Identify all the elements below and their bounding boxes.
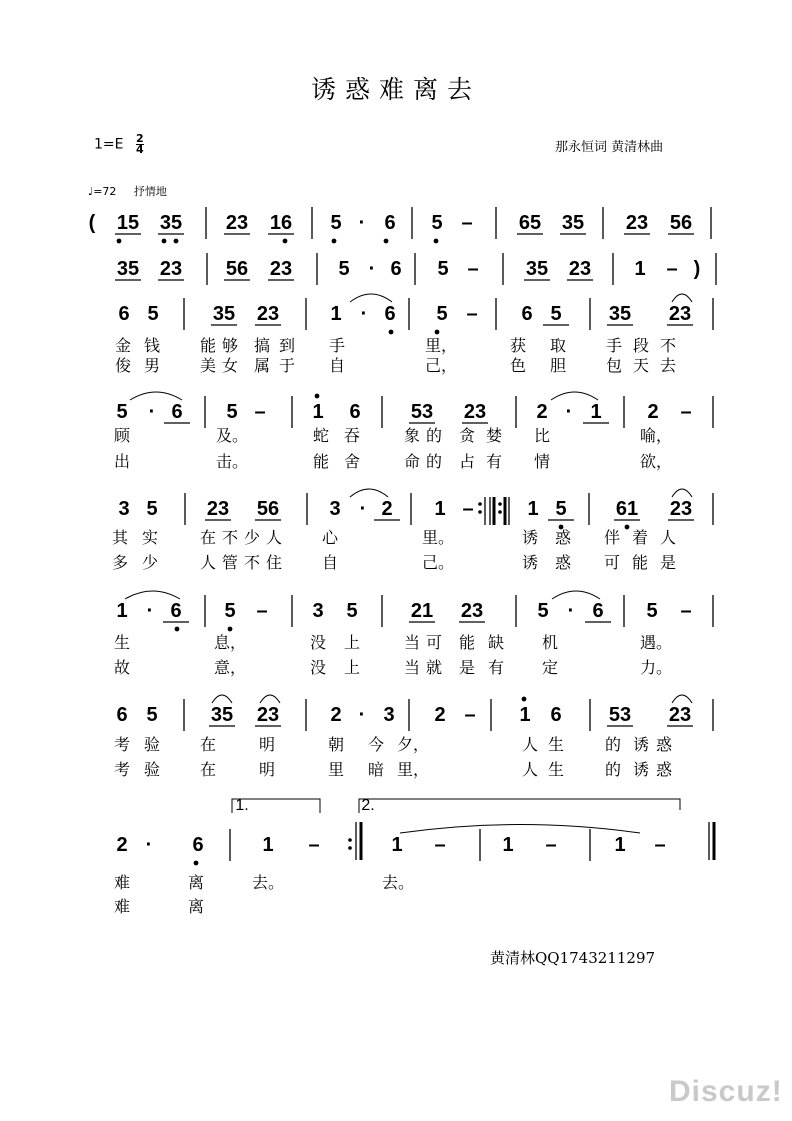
note: 3 bbox=[329, 498, 341, 520]
note: 5 bbox=[537, 600, 549, 622]
lyric-char: 考 bbox=[113, 762, 131, 779]
note: – bbox=[256, 600, 268, 622]
note: 23 bbox=[159, 258, 183, 280]
note: 3 bbox=[118, 498, 130, 520]
slur bbox=[672, 695, 692, 703]
note: 1 bbox=[312, 401, 324, 423]
note: 23 bbox=[625, 212, 649, 234]
lyric-char: 的 bbox=[604, 737, 622, 754]
note: 23 bbox=[225, 212, 249, 234]
note: – bbox=[464, 704, 476, 726]
note: 1 bbox=[590, 401, 602, 423]
song-title: 诱惑难离去 bbox=[310, 75, 481, 104]
octave-dot bbox=[315, 394, 320, 399]
note: 6 bbox=[171, 401, 183, 423]
tempo-expression: 抒情地 bbox=[133, 185, 167, 198]
note: 5 bbox=[431, 212, 443, 234]
repeat-dot bbox=[498, 502, 502, 506]
note: · bbox=[148, 401, 156, 423]
lyric-char: 就 bbox=[425, 660, 443, 677]
note: 6 bbox=[384, 303, 396, 325]
lyric-char: 实 bbox=[141, 530, 159, 547]
lyric-char: 考 bbox=[113, 737, 131, 754]
lyric-char: 惑 bbox=[655, 737, 673, 754]
note: 6 bbox=[192, 834, 204, 856]
lyric-char: 己， bbox=[424, 358, 458, 375]
octave-dot bbox=[175, 627, 180, 632]
note: 23 bbox=[668, 704, 692, 726]
credits: 那永恒词 黄清林曲 bbox=[555, 140, 664, 155]
note: – bbox=[654, 834, 666, 856]
lyric-char: 生 bbox=[547, 737, 565, 754]
note: – bbox=[680, 401, 692, 423]
lyric-char: 取 bbox=[549, 338, 567, 355]
lyric-char: 少 bbox=[243, 530, 261, 547]
lyric-char: 包 bbox=[605, 358, 623, 375]
lyric-char: 不 bbox=[243, 555, 261, 572]
slur bbox=[672, 294, 692, 302]
note: 23 bbox=[668, 303, 692, 325]
lyric-char: 天 bbox=[632, 358, 650, 375]
lyric-char: 多 bbox=[111, 555, 129, 572]
lyric-char: 不 bbox=[659, 338, 677, 355]
note: 6 bbox=[550, 704, 562, 726]
note: 6 bbox=[390, 258, 402, 280]
lyric-char: 诱 bbox=[632, 737, 650, 754]
lyric-char: 朝 bbox=[327, 737, 345, 754]
note: · bbox=[368, 258, 376, 280]
note: · bbox=[358, 704, 366, 726]
note: 23 bbox=[463, 401, 487, 423]
lyric-char: 人 bbox=[659, 530, 677, 547]
lyric-char: 段 bbox=[632, 338, 650, 355]
lyric-char: 少 bbox=[141, 555, 159, 572]
lyric-char: 今 bbox=[367, 737, 385, 754]
note: 35 bbox=[116, 258, 140, 280]
time-numerator: 2 bbox=[135, 132, 144, 145]
lyric-char: 属 bbox=[253, 358, 271, 375]
octave-dot bbox=[117, 239, 122, 244]
octave-dot bbox=[435, 330, 440, 335]
note: 6 bbox=[592, 600, 604, 622]
octave-dot bbox=[174, 239, 179, 244]
note: · bbox=[359, 498, 367, 520]
lyric-char: 的 bbox=[604, 762, 622, 779]
time-denominator: 4 bbox=[135, 143, 144, 156]
note: 35 bbox=[159, 212, 183, 234]
lyric-char: 惑 bbox=[554, 530, 572, 547]
note: · bbox=[358, 212, 366, 234]
note: 1 bbox=[262, 834, 274, 856]
lyric-char: 诱 bbox=[632, 762, 650, 779]
lyric-char: 去 bbox=[659, 358, 677, 375]
note: 15 bbox=[116, 212, 140, 234]
lyric-char: 顾 bbox=[113, 428, 131, 445]
lyric-char: 人 bbox=[521, 737, 539, 754]
lyric-char: 获 bbox=[509, 338, 527, 355]
lyric-char: 验 bbox=[143, 762, 161, 779]
lyric-char: 验 bbox=[143, 737, 161, 754]
lyric-char: 上 bbox=[343, 635, 361, 652]
note: 56 bbox=[256, 498, 280, 520]
lyric-char: 心 bbox=[321, 530, 339, 547]
note: 23 bbox=[460, 600, 484, 622]
repeat-dot bbox=[498, 510, 502, 514]
note: 23 bbox=[669, 498, 693, 520]
lyric-char: 能 bbox=[199, 338, 217, 355]
lyric-char: 故 bbox=[113, 660, 131, 677]
lyric-char: 击。 bbox=[215, 454, 249, 471]
lyric-char: 伴 bbox=[603, 530, 621, 547]
lyric-char: 占 bbox=[458, 454, 476, 471]
lyric-char: 明 bbox=[258, 762, 276, 779]
slur bbox=[350, 489, 388, 497]
repeat-dot bbox=[348, 846, 352, 850]
note: 16 bbox=[269, 212, 293, 234]
note: 2 bbox=[330, 704, 342, 726]
note: 23 bbox=[256, 303, 280, 325]
octave-dot bbox=[194, 861, 199, 866]
slur bbox=[672, 489, 692, 497]
lyric-char: 惑 bbox=[554, 555, 572, 572]
lyric-char: 及。 bbox=[215, 428, 249, 445]
lyric-char: 里， bbox=[396, 762, 430, 779]
note: 35 bbox=[525, 258, 549, 280]
lyric-char: 难 bbox=[113, 875, 131, 892]
octave-dot bbox=[522, 697, 527, 702]
lyric-char: 里 bbox=[327, 762, 345, 779]
note: ) bbox=[693, 258, 701, 280]
note: 6 bbox=[170, 600, 182, 622]
note: – bbox=[434, 834, 446, 856]
note: · bbox=[565, 401, 573, 423]
note: – bbox=[666, 258, 678, 280]
octave-dot bbox=[434, 239, 439, 244]
slur bbox=[552, 591, 600, 599]
note: – bbox=[461, 212, 473, 234]
note: 1 bbox=[116, 600, 128, 622]
lyric-char: 离 bbox=[187, 875, 205, 892]
note: 3 bbox=[383, 704, 395, 726]
lyric-char: 住 bbox=[265, 555, 283, 572]
note: – bbox=[254, 401, 266, 423]
note: 6 bbox=[118, 303, 130, 325]
lyric-char: 着 bbox=[631, 530, 649, 547]
note: 56 bbox=[669, 212, 693, 234]
note: 2 bbox=[381, 498, 393, 520]
lyric-char: 男 bbox=[143, 358, 161, 375]
note: 6 bbox=[349, 401, 361, 423]
octave-dot bbox=[228, 627, 233, 632]
tie bbox=[400, 825, 640, 834]
lyric-char: 欲， bbox=[639, 454, 673, 471]
note: 2 bbox=[116, 834, 128, 856]
lyric-char: 金 bbox=[114, 338, 132, 355]
slur bbox=[350, 294, 392, 302]
lyric-char: 可 bbox=[425, 635, 443, 652]
slur bbox=[260, 695, 280, 703]
lyric-char: 没 bbox=[309, 660, 327, 677]
note: 2 bbox=[434, 704, 446, 726]
repeat-dot bbox=[348, 838, 352, 842]
lyric-char: 的 bbox=[425, 428, 443, 445]
note: 5 bbox=[146, 704, 158, 726]
octave-dot bbox=[389, 330, 394, 335]
note: 65 bbox=[518, 212, 542, 234]
note: 35 bbox=[212, 303, 236, 325]
note: 23 bbox=[256, 704, 280, 726]
lyric-char: 是 bbox=[458, 660, 476, 677]
lyric-char: 到 bbox=[278, 338, 296, 355]
lyric-char: 诱 bbox=[521, 555, 539, 572]
lyric-char: 吞 bbox=[343, 428, 361, 445]
note: – bbox=[308, 834, 320, 856]
lyric-char: 搞 bbox=[253, 338, 271, 355]
lyric-char: 于 bbox=[278, 358, 296, 375]
lyric-char: 是 bbox=[659, 555, 677, 572]
lyric-char: 夕， bbox=[396, 737, 430, 754]
note: 1 bbox=[502, 834, 514, 856]
note: 23 bbox=[206, 498, 230, 520]
note: 56 bbox=[225, 258, 249, 280]
note: 5 bbox=[555, 498, 567, 520]
lyric-char: 诱 bbox=[521, 530, 539, 547]
note: 5 bbox=[147, 303, 159, 325]
octave-dot bbox=[625, 525, 630, 530]
octave-dot bbox=[559, 525, 564, 530]
note: 53 bbox=[410, 401, 434, 423]
lyric-char: 钱 bbox=[143, 338, 161, 355]
note: 1 bbox=[527, 498, 539, 520]
lyric-char: 离 bbox=[187, 899, 205, 916]
note: 5 bbox=[338, 258, 350, 280]
lyric-char: 能 bbox=[631, 555, 649, 572]
note: 1 bbox=[391, 834, 403, 856]
note: – bbox=[462, 498, 474, 520]
lyric-char: 的 bbox=[425, 454, 443, 471]
note: – bbox=[545, 834, 557, 856]
lyric-char: 机 bbox=[541, 635, 559, 652]
watermark: Discuz! bbox=[669, 1075, 783, 1108]
lyric-char: 比 bbox=[533, 428, 551, 445]
note: 5 bbox=[646, 600, 658, 622]
note: 1 bbox=[634, 258, 646, 280]
note: 5 bbox=[330, 212, 342, 234]
lyric-char: 自 bbox=[328, 358, 346, 375]
lyric-char: 去。 bbox=[381, 875, 415, 892]
lyric-char: 蛇 bbox=[312, 428, 330, 445]
lyric-char: 胆 bbox=[549, 358, 567, 375]
lyric-char: 象 bbox=[403, 428, 421, 445]
lyric-char: 舍 bbox=[343, 454, 361, 471]
lyric-char: 没 bbox=[309, 635, 327, 652]
note: 6 bbox=[116, 704, 128, 726]
note: 53 bbox=[608, 704, 632, 726]
lyric-char: 够 bbox=[221, 338, 239, 355]
note: · bbox=[146, 600, 154, 622]
second-ending-label: 2. bbox=[361, 797, 375, 814]
lyric-char: 其 bbox=[111, 530, 129, 547]
first-ending-label: 1. bbox=[235, 797, 249, 814]
note: · bbox=[145, 834, 153, 856]
lyric-char: 定 bbox=[541, 660, 559, 677]
lyric-char: 人 bbox=[521, 762, 539, 779]
lyric-char: 缺 bbox=[487, 635, 505, 652]
lyric-char: 不 bbox=[221, 530, 239, 547]
note: 1 bbox=[614, 834, 626, 856]
octave-dot bbox=[384, 239, 389, 244]
lyric-char: 息， bbox=[213, 635, 247, 652]
repeat-dot bbox=[478, 510, 482, 514]
note: 2 bbox=[536, 401, 548, 423]
lyric-char: 暗 bbox=[367, 762, 385, 779]
lyric-char: 有 bbox=[487, 660, 505, 677]
lyric-char: 明 bbox=[258, 737, 276, 754]
lyric-char: 当 bbox=[403, 660, 421, 677]
note: 35 bbox=[561, 212, 585, 234]
lyric-char: 美 bbox=[199, 358, 217, 375]
note: 3 bbox=[312, 600, 324, 622]
footer-contact: 黄清林QQ1743211297 bbox=[490, 949, 656, 967]
note: 5 bbox=[550, 303, 562, 325]
slur bbox=[130, 392, 182, 400]
slur bbox=[125, 591, 180, 599]
note: 5 bbox=[224, 600, 236, 622]
lyric-char: 出 bbox=[113, 454, 131, 471]
lyric-char: 力。 bbox=[639, 660, 673, 677]
lyric-char: 色 bbox=[509, 358, 527, 375]
repeat-dot bbox=[478, 502, 482, 506]
lyric-char: 命 bbox=[403, 454, 421, 471]
note: 21 bbox=[410, 600, 434, 622]
lyric-char: 当 bbox=[403, 635, 421, 652]
note: 2 bbox=[647, 401, 659, 423]
lyric-char: 管 bbox=[221, 555, 239, 572]
note: · bbox=[360, 303, 368, 325]
lyric-char: 人 bbox=[199, 555, 217, 572]
note: 35 bbox=[608, 303, 632, 325]
lyric-char: 上 bbox=[343, 660, 361, 677]
note: ( bbox=[88, 212, 96, 234]
lyric-char: 里， bbox=[424, 338, 458, 355]
lyric-char: 情 bbox=[533, 454, 551, 471]
lyric-char: 里。 bbox=[421, 530, 455, 547]
second-ending-bracket bbox=[359, 799, 680, 813]
lyric-char: 自 bbox=[321, 555, 339, 572]
note: 5 bbox=[116, 401, 128, 423]
lyric-char: 人 bbox=[265, 530, 283, 547]
lyric-char: 惑 bbox=[655, 762, 673, 779]
note: 6 bbox=[521, 303, 533, 325]
note: 5 bbox=[146, 498, 158, 520]
note: 1 bbox=[330, 303, 342, 325]
note: 5 bbox=[436, 303, 448, 325]
lyric-char: 手 bbox=[605, 338, 623, 355]
key-label: 1=E bbox=[94, 136, 124, 153]
note: – bbox=[680, 600, 692, 622]
lyric-char: 去。 bbox=[251, 875, 285, 892]
tempo-mark: ♩=72 bbox=[88, 185, 117, 198]
lyric-char: 喻， bbox=[639, 428, 673, 445]
lyric-char: 意， bbox=[213, 660, 247, 677]
lyric-char: 能 bbox=[458, 635, 476, 652]
note: 61 bbox=[615, 498, 639, 520]
note: 23 bbox=[568, 258, 592, 280]
note: 1 bbox=[434, 498, 446, 520]
lyric-char: 难 bbox=[113, 899, 131, 916]
note: 1 bbox=[519, 704, 531, 726]
note: – bbox=[467, 258, 479, 280]
lyric-char: 遇。 bbox=[639, 635, 673, 652]
note: 5 bbox=[437, 258, 449, 280]
lyric-char: 能 bbox=[312, 454, 330, 471]
note: 5 bbox=[226, 401, 238, 423]
lyric-char: 在 bbox=[199, 762, 217, 779]
lyric-char: 可 bbox=[603, 555, 621, 572]
octave-dot bbox=[283, 239, 288, 244]
lyric-char: 在 bbox=[199, 737, 217, 754]
lyric-char: 婪 bbox=[485, 428, 503, 445]
note: 23 bbox=[269, 258, 293, 280]
note: 5 bbox=[346, 600, 358, 622]
note: 35 bbox=[210, 704, 234, 726]
octave-dot bbox=[162, 239, 167, 244]
slur bbox=[551, 392, 598, 400]
lyric-char: 己。 bbox=[421, 555, 455, 572]
lyric-char: 手 bbox=[328, 338, 346, 355]
note: · bbox=[567, 600, 575, 622]
lyric-char: 在 bbox=[199, 530, 217, 547]
lyric-char: 生 bbox=[113, 635, 131, 652]
lyric-char: 有 bbox=[485, 454, 503, 471]
lyric-char: 生 bbox=[547, 762, 565, 779]
slur bbox=[212, 695, 232, 703]
note: – bbox=[466, 303, 478, 325]
note: 6 bbox=[384, 212, 396, 234]
lyric-char: 俊 bbox=[114, 358, 132, 375]
lyric-char: 女 bbox=[221, 358, 239, 375]
octave-dot bbox=[332, 239, 337, 244]
lyric-char: 贪 bbox=[458, 428, 476, 445]
